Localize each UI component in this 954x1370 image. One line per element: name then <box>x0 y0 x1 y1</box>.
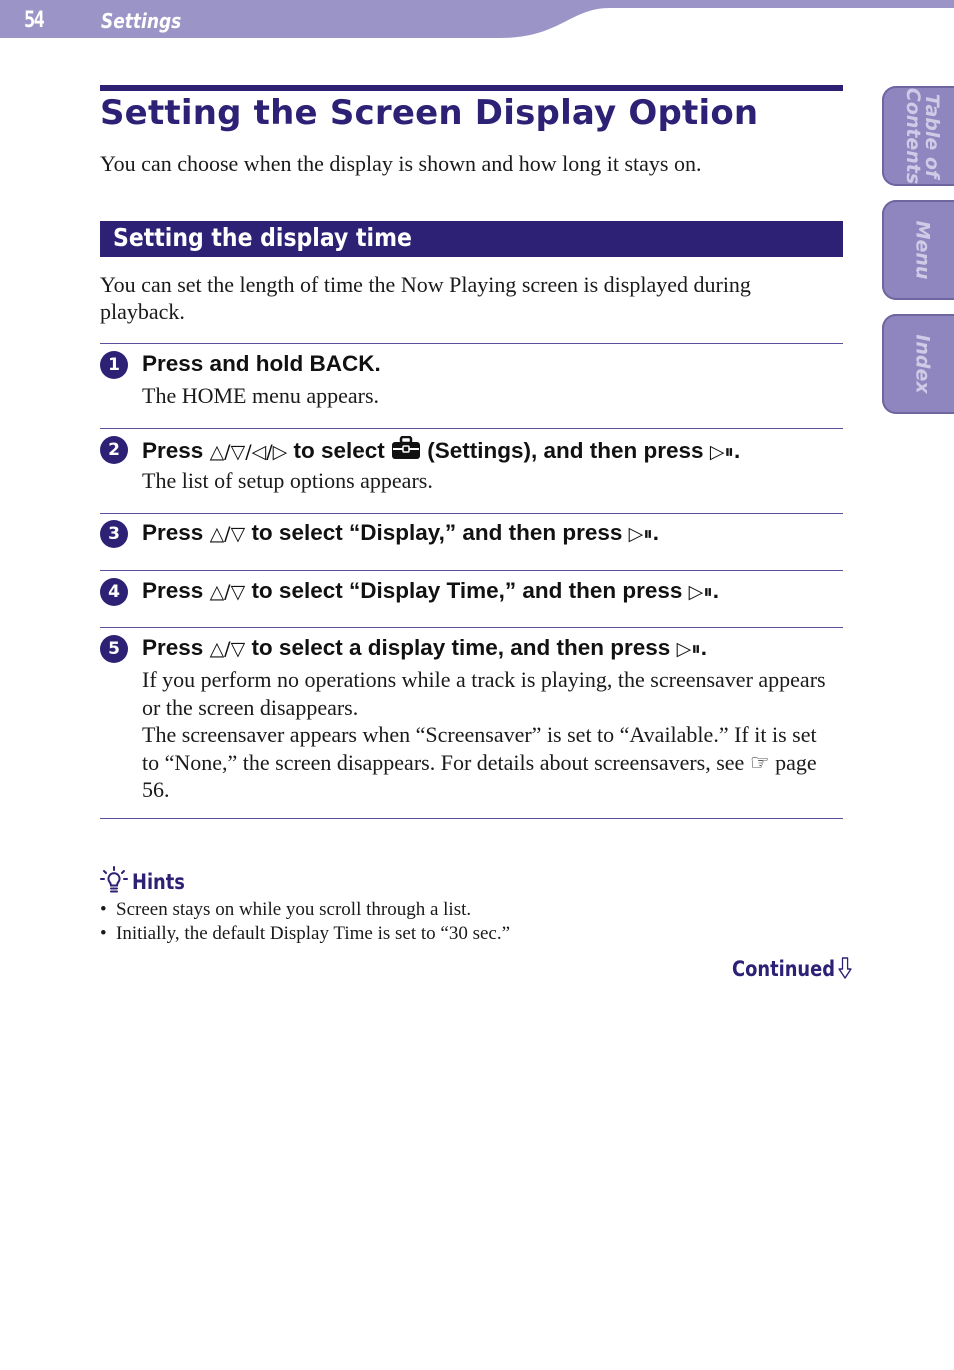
arrow-keys-icon: △/▽ <box>209 581 246 603</box>
step-number: 2 <box>100 436 128 464</box>
step-result-text: The screensaver appears when “Screensaver” is set to “Available.” If it is set to “None,” the screen disappears. For details about screensavers, see <box>142 722 817 775</box>
title-rule <box>100 85 843 91</box>
subsection-title: Setting the display time <box>113 223 412 252</box>
step-instruction-text: . <box>712 578 720 603</box>
tab-menu[interactable] <box>882 200 954 300</box>
step-number: 4 <box>100 578 128 606</box>
tab-table-of-contents-label: Table of Contents <box>902 87 943 185</box>
step-instruction <box>142 436 740 466</box>
step-divider <box>100 428 843 429</box>
step-instruction-text: . <box>700 635 707 660</box>
intro-text: You can choose when the display is shown and how long it stays on. <box>100 151 702 176</box>
step-instruction-text: . <box>733 438 741 463</box>
tab-table-of-contents[interactable] <box>882 86 954 186</box>
page-title: Setting the Screen Display Option <box>100 93 759 133</box>
step-instruction-text: . <box>652 520 660 545</box>
step-result <box>142 666 832 804</box>
step-instruction <box>142 351 381 377</box>
step-divider <box>100 570 843 571</box>
page-reference-icon: ☞ <box>749 749 770 775</box>
hints-list <box>100 898 510 946</box>
step-instruction <box>142 635 707 661</box>
step-instruction-text: Press <box>142 438 210 463</box>
step-instruction <box>142 578 719 604</box>
arrow-down-icon <box>835 957 852 981</box>
step-instruction-text: (Settings), and then press <box>421 438 710 463</box>
arrow-keys-icon: △/▽/◁/▷ <box>209 441 288 463</box>
step-result-paragraph <box>142 721 832 804</box>
header-band <box>0 0 954 40</box>
subsection-bar <box>100 221 843 257</box>
step-instruction-text: to select “Display Time,” and then press <box>245 578 689 603</box>
hints-label: Hints <box>132 870 185 894</box>
step-divider <box>100 513 843 514</box>
continued-label: Continued <box>732 957 836 981</box>
step-instruction <box>142 520 659 546</box>
steps-bottom-divider <box>100 818 843 819</box>
tab-index[interactable] <box>882 314 954 414</box>
play-pause-icon: ▷⏸ <box>688 581 713 603</box>
section-label: Settings <box>101 9 182 33</box>
step-instruction-text: Press <box>142 635 210 660</box>
hints-header <box>100 866 185 901</box>
hint-item: • Initially, the default Display Time is set to “30 sec.” <box>100 922 510 946</box>
tab-index-label: Index <box>911 334 934 394</box>
step-number: 1 <box>100 351 128 379</box>
page-reference-link[interactable]: page 56. <box>142 749 817 802</box>
step-instruction-text: to select a display time, and then press <box>245 635 677 660</box>
page-number: 54 <box>24 8 44 33</box>
continued-link[interactable] <box>732 957 852 981</box>
step-number: 5 <box>100 635 128 663</box>
play-pause-icon: ▷⏸ <box>676 638 701 660</box>
arrow-keys-icon: △/▽ <box>209 638 246 660</box>
play-pause-icon: ▷⏸ <box>628 523 653 545</box>
step-instruction-text: Press <box>142 520 210 545</box>
step-result: The list of setup options appears. <box>142 468 433 493</box>
step-instruction-text: to select “Display,” and then press <box>245 520 629 545</box>
subsection-description: You can set the length of time the Now Playing screen is displayed during playback. <box>100 272 751 324</box>
play-pause-icon: ▷⏸ <box>709 441 734 463</box>
step-number: 3 <box>100 520 128 548</box>
step-result-paragraph: If you perform no operations while a track is playing, the screensaver appears or the screen disappears. <box>142 667 826 720</box>
step-instruction-text: Press <box>142 578 210 603</box>
step-instruction-text: Press and hold BACK. <box>142 351 381 376</box>
hint-item: • Screen stays on while you scroll through a list. <box>100 898 510 922</box>
step-divider <box>100 343 843 344</box>
tab-menu-label: Menu <box>911 220 934 280</box>
settings-toolbox-icon <box>391 436 421 466</box>
step-instruction-text: to select <box>287 438 392 463</box>
step-divider <box>100 627 843 628</box>
step-result: The HOME menu appears. <box>142 383 380 408</box>
arrow-keys-icon: △/▽ <box>209 523 246 545</box>
